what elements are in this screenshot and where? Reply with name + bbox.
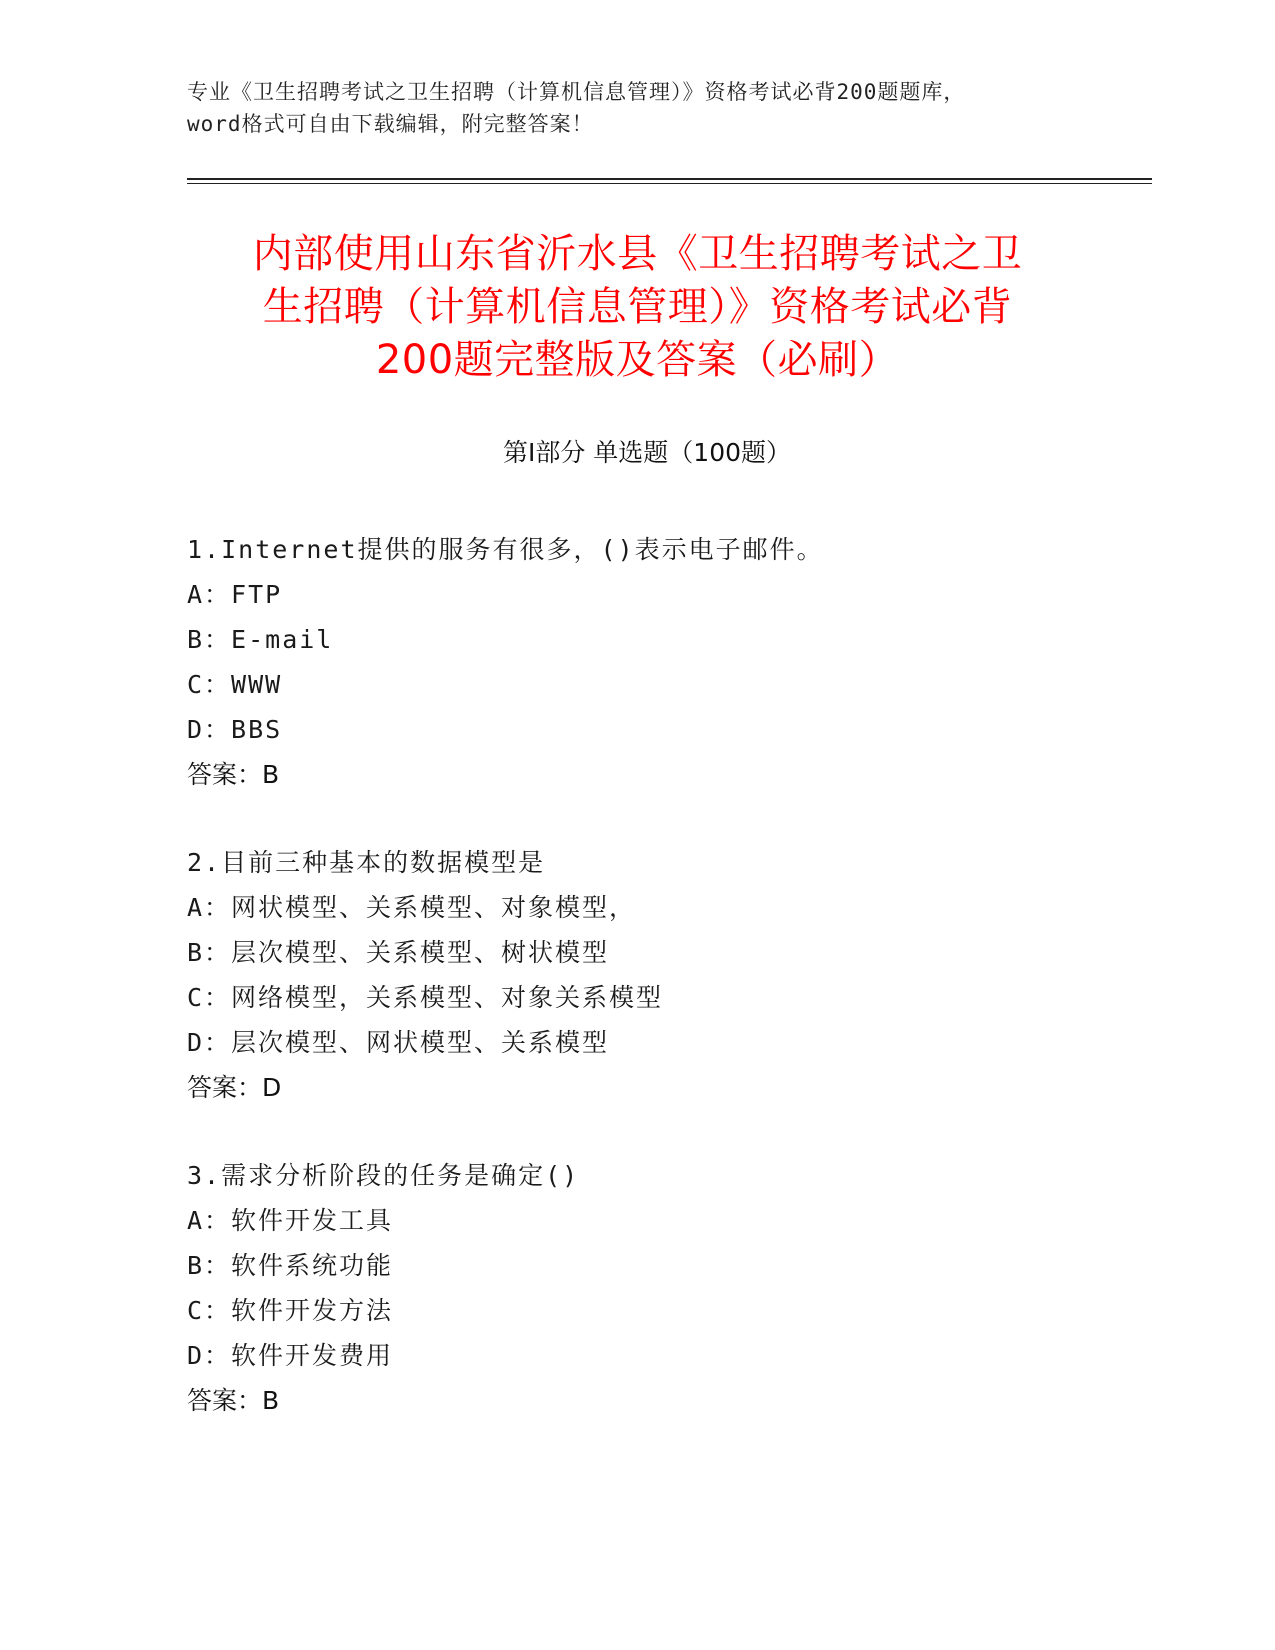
option-c: C：软件开发方法 [187, 1296, 394, 1325]
header-note-line-1: 专业《卫生招聘考试之卫生招聘（计算机信息管理）》资格考试必背200题题库， [187, 80, 966, 104]
header-divider-thin [187, 183, 1152, 184]
header-note [187, 76, 1087, 140]
option-c: C：网络模型，关系模型、对象关系模型 [187, 983, 664, 1012]
question-list [187, 527, 1147, 1466]
option-d: D：软件开发费用 [187, 1341, 394, 1370]
option-a: A：软件开发工具 [187, 1206, 394, 1235]
answer: 答案：D [187, 1073, 282, 1102]
document-title [140, 228, 1135, 387]
option-d: D：BBS [187, 715, 283, 744]
option-a: A：FTP [187, 580, 283, 609]
question-2 [187, 840, 1147, 1110]
answer: 答案：B [187, 760, 280, 789]
option-c: C：WWW [187, 670, 283, 699]
question-stem: 3.需求分析阶段的任务是确定() [187, 1161, 580, 1190]
document-title-line-2: 生招聘（计算机信息管理）》资格考试必背 [262, 284, 1013, 330]
question-1 [187, 527, 1147, 797]
header-divider-thick [187, 178, 1152, 180]
option-d: D：层次模型、网状模型、关系模型 [187, 1028, 610, 1057]
document-title-line-1: 内部使用山东省沂水县《卫生招聘考试之卫 [252, 231, 1023, 277]
document-title-line-3: 200题完整版及答案（必刷） [375, 337, 900, 383]
option-b: B：E-mail [187, 625, 334, 654]
answer: 答案：B [187, 1386, 280, 1415]
question-stem: 1.Internet提供的服务有很多，()表示电子邮件。 [187, 535, 824, 564]
option-b: B：软件系统功能 [187, 1251, 394, 1280]
header-note-line-2: word格式可自由下载编辑，附完整答案！ [187, 112, 594, 136]
question-3 [187, 1153, 1147, 1423]
section-title: 第Ⅰ部分 单选题（100题） [502, 438, 792, 467]
option-a: A：网状模型、关系模型、对象模型， [187, 893, 637, 922]
option-b: B：层次模型、关系模型、树状模型 [187, 938, 610, 967]
question-stem: 2.目前三种基本的数据模型是 [187, 848, 546, 877]
